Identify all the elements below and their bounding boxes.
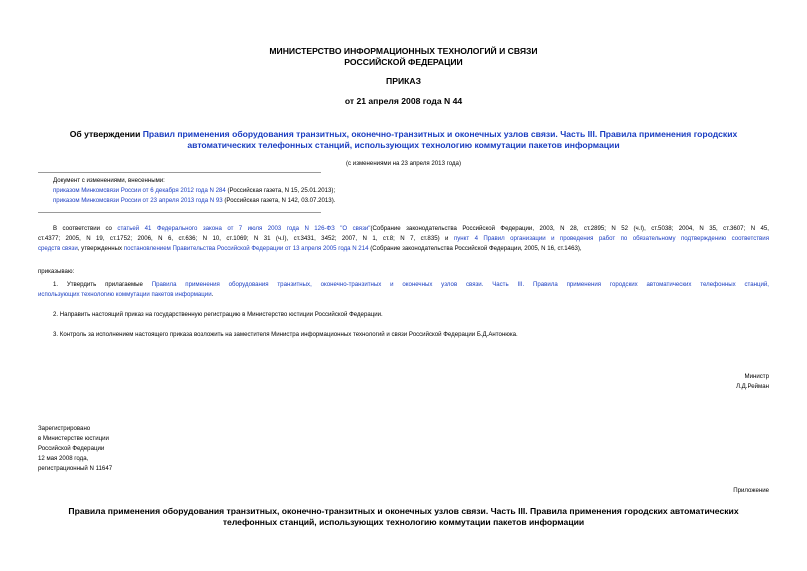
registration-line3: Российской Федерации [38, 445, 105, 452]
amendment-item-2 [53, 197, 335, 205]
preamble-line2 [38, 235, 769, 243]
preamble-text-a: В соответствии со [53, 225, 112, 232]
ministry-name-line2: РОССИЙСКОЙ ФЕДЕРАЦИИ [344, 57, 463, 67]
preamble-text-d: , утвержденных [77, 245, 123, 252]
signature-position: Министр [744, 373, 769, 380]
preamble-line1 [53, 225, 769, 233]
order-item-1-link[interactable]: Правила применения оборудования транзитных, оконечно-транзитных и оконечных узлов связи. Часть III. Правила применения городских автоматических телефонных станций, [151, 281, 769, 288]
appendix-label: Приложение [733, 487, 769, 494]
order-item-3: 3. Контроль за исполнением настоящего приказа возложить на заместителя Министра информационных технологий и связи Российской Федерации Б.Д.Антонюка. [53, 331, 518, 338]
preamble-resolution-link[interactable]: постановлением Правительства Российской Федерации от 13 апреля 2005 года N 214 [123, 245, 369, 252]
document-title-line2 [0, 140, 807, 151]
appendix-title-line1: Правила применения оборудования транзитных, оконечно-транзитных и оконечных узлов связи. Часть III. Правила применения городских автоматических [68, 506, 739, 516]
preamble-rules-link[interactable]: пункт 4 Правил организации и проведения работ по обязательному подтверждению соответствия [453, 235, 769, 242]
registration-line1: Зарегистрировано [38, 425, 91, 432]
title-link-part2[interactable]: автоматических телефонных станций, использующих технологию коммутации пакетов информации [187, 140, 620, 150]
amended-note: (с изменениями на 23 апреля 2013 года) [346, 160, 461, 167]
signature-name: Л.Д.Рейман [735, 383, 769, 390]
document-title-line1 [0, 129, 807, 140]
document-date: от 21 апреля 2008 года N 44 [344, 96, 463, 106]
amendments-top-rule [38, 172, 321, 173]
order-item-1-end: . [211, 291, 214, 298]
registration-number: регистрационный N 11647 [38, 465, 113, 472]
ministry-name-line1: МИНИСТЕРСТВО ИНФОРМАЦИОННЫХ ТЕХНОЛОГИЙ И СВЯЗИ [269, 46, 538, 56]
amendment-1-source: (Российская газета, N 15, 25.01.2013); [227, 187, 336, 194]
order-item-1-text: 1. Утвердить прилагаемые [53, 281, 143, 288]
preamble-text-c: ст.4377; 2005, N 19, ст.1752; 2006, N 6, ст.636; N 10, ст.1069; N 31 (ч.I), ст.3431, 3452; 2007, N 1, ст.8; N 7, ст.835) и [38, 235, 449, 242]
amendment-2-link[interactable]: приказом Минкомсвязи России от 23 апреля 2013 года N 93 [53, 197, 223, 204]
preamble-text-e: (Собрание законодательства Российской Федерации, 2005, N 16, ст.1463), [370, 245, 582, 252]
order-item-2: 2. Направить настоящий приказ на государственную регистрацию в Министерство юстиции Российской Федерации. [53, 311, 383, 318]
amendment-2-source: (Российская газета, N 142, 03.07.2013). [224, 197, 336, 204]
document-type: ПРИКАЗ [386, 76, 421, 86]
appendix-title-line2: телефонных станций, использующих технологию коммутации пакетов информации [222, 517, 585, 527]
amendment-1-link[interactable]: приказом Минкомсвязи России от 6 декабря 2012 года N 284 [53, 187, 226, 194]
preamble-law-link[interactable]: статьей 41 Федерального закона от 7 июля 2003 года N 126-ФЗ "О связи" [117, 225, 371, 232]
order-word: приказываю: [38, 268, 75, 275]
order-item-1-line1 [53, 281, 769, 289]
preamble-line3 [38, 245, 582, 253]
amendments-bottom-rule [38, 212, 321, 213]
amendment-item-1 [53, 187, 335, 195]
preamble-rules-link-cont[interactable]: средств связи [38, 245, 78, 252]
title-prefix: Об утверждении [69, 129, 141, 139]
amendments-intro: Документ с изменениями, внесенными: [53, 177, 165, 184]
preamble-text-b: (Собрание законодательства Российской Федерации, 2003, N 28, ст.2895; N 52 (ч.I), ст.5038; 2004, N 35, ст.3607; N 45, [370, 225, 770, 232]
registration-line2: в Министерстве юстиции [38, 435, 109, 442]
title-link-part1[interactable]: Правил применения оборудования транзитных, оконечно-транзитных и оконечных узлов связи. Часть III. Правила применения городских [142, 129, 738, 139]
registration-date: 12 мая 2008 года, [38, 455, 89, 462]
order-item-1-link-cont[interactable]: использующих технологию коммутации пакетов информации [38, 291, 212, 298]
order-item-1-line2 [38, 291, 213, 299]
